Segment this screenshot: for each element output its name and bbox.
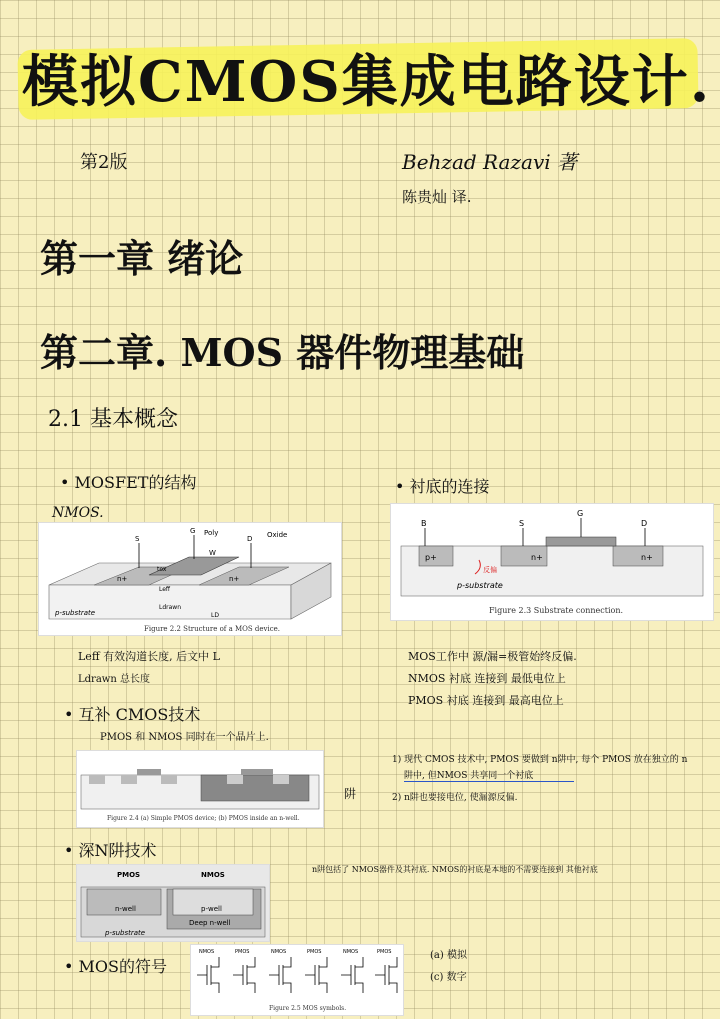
fig22-label-oxide: Oxide	[267, 531, 288, 539]
note-mos3: PMOS 衬底 连接到 最高电位上	[408, 694, 564, 707]
fig23-annot-reverse-bias: 反偏	[483, 566, 497, 574]
fig22-label-tox: tox	[157, 566, 167, 573]
edition: 第2版	[80, 152, 128, 173]
note-cmos3: 2) n阱也要接电位, 使漏源反偏.	[392, 793, 518, 803]
bullet-cmos: • 互补 CMOS技术	[64, 705, 201, 724]
cmos-note: PMOS 和 NMOS 同时在一个晶片上.	[100, 732, 269, 743]
deep-label-nwell: n-well	[115, 905, 136, 913]
section-2-1: 2.1 基本概念	[48, 407, 178, 432]
bullet-mosfet: • MOSFET的结构	[60, 473, 197, 492]
note-ldrawn: Ldrawn 总长度	[78, 674, 150, 685]
fig22-label-leff: Leff	[159, 586, 171, 593]
fig22-label-n-right: n+	[229, 575, 240, 583]
deep-label-deep-nwell: Deep n-well	[189, 919, 231, 927]
sym-label-6: PMOS	[377, 949, 392, 955]
deep-label-pmos: PMOS	[117, 871, 141, 879]
sym-label-5: NMOS	[343, 949, 359, 955]
deep-nwell-diagram	[77, 865, 269, 941]
fig23-label-n-right: n+	[641, 553, 653, 562]
figure-2-3	[390, 503, 714, 621]
fig22-caption: Figure 2.2 Structure of a MOS device.	[144, 625, 281, 633]
note-mos2: NMOS 衬底 连接到 最低电位上	[408, 672, 566, 685]
mos-structure-diagram	[39, 523, 341, 623]
page-title: 模拟CMOS集成电路设计.	[22, 49, 712, 115]
bullet-substrate: • 衬底的连接	[395, 477, 490, 496]
fig24-caption: Figure 2.4 (a) Simple PMOS device; (b) PMOS inside an n-well.	[107, 815, 300, 822]
figure-2-2	[38, 522, 342, 636]
fig25-caption: Figure 2.5 MOS symbols.	[269, 1005, 347, 1012]
fig23-label-d: D	[641, 519, 648, 528]
figure-2-4	[76, 750, 324, 828]
fig22-label-n-left: n+	[117, 575, 128, 583]
cmos-diagram	[77, 751, 323, 813]
fig23-caption: Figure 2.3 Substrate connection.	[489, 606, 624, 615]
fig22-label-poly: Poly	[204, 529, 219, 537]
chapter-2: 第二章. MOS 器件物理基础	[40, 330, 525, 375]
sym-label-2: PMOS	[235, 949, 250, 955]
nmos-label: NMOS.	[52, 505, 104, 521]
deep-label-psub: p-substrate	[105, 929, 146, 937]
note-leff: Leff 有效沟道长度, 后文中 L	[78, 650, 220, 663]
fig22-label-g: G	[190, 527, 196, 535]
fig22-label-d: D	[247, 535, 253, 543]
deep-label-pwell: p-well	[201, 905, 222, 913]
fig23-label-psub: p-substrate	[457, 581, 503, 590]
note-symbol-digital: (c) 数字	[430, 972, 467, 983]
bullet-symbol: • MOS的符号	[64, 957, 167, 976]
cmos-underline	[404, 781, 574, 782]
well-label: 阱	[344, 787, 357, 801]
fig23-label-n-left: n+	[531, 553, 543, 562]
mos-symbols-diagram	[191, 945, 403, 1003]
deep-label-nmos: NMOS	[201, 871, 225, 879]
note-mos1: MOS工作中 源/漏=极管始终反偏.	[408, 650, 577, 663]
note-cmos1: 1) 现代 CMOS 技术中, PMOS 要做到 n阱中, 每个 PMOS 放在独立的 n	[392, 755, 688, 765]
fig23-label-b: B	[421, 519, 427, 528]
substrate-connection-diagram	[391, 504, 713, 600]
fig22-label-w: W	[209, 549, 216, 557]
fig23-label-p: p+	[425, 553, 437, 562]
fig22-label-s: S	[135, 535, 140, 543]
fig22-label-psub: p-substrate	[55, 609, 96, 617]
figure-2-5	[190, 944, 404, 1016]
fig22-label-ldrawn: Ldrawn	[159, 604, 182, 611]
note-cmos2: 阱中, 但NMOS 共享同一个衬底	[404, 771, 534, 781]
note-symbol-analog: (a) 模拟	[430, 950, 467, 961]
bullet-deep-nwell: • 深N阱技术	[64, 841, 157, 860]
fig23-label-s: S	[519, 519, 525, 528]
fig22-label-ld: LD	[211, 612, 219, 619]
sym-label-1: NMOS	[199, 949, 215, 955]
sym-label-3: NMOS	[271, 949, 287, 955]
chapter-1: 第一章 绪论	[40, 236, 244, 281]
figure-deep-nwell	[76, 864, 270, 942]
fig23-label-g: G	[577, 509, 584, 518]
note-deep: n阱包括了 NMOS器件及其衬底. NMOS的衬底是本地的不需要连接到 其他衬底	[312, 865, 598, 874]
sym-label-4: PMOS	[307, 949, 322, 955]
translator: 陈贵灿 译.	[402, 188, 472, 206]
author: Behzad Razavi 著	[402, 150, 577, 174]
